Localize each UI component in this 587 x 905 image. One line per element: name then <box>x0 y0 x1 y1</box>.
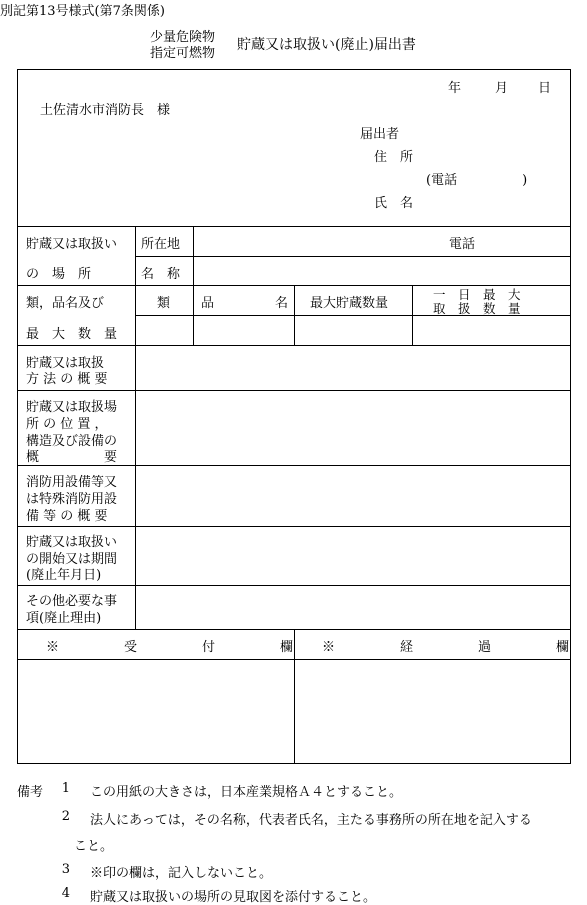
notes-heading: 備考 <box>17 785 44 800</box>
note-text: ※印の欄は，記入しないこと。 <box>90 866 273 881</box>
note-text: 法人にあっては，その名称，代表者氏名，主たる事務所の所在地を記入する <box>90 813 532 828</box>
document-title: 貯蔵又は取扱い(廃止)届出書 <box>237 37 416 53</box>
facility-label-1: 貯蔵又は取扱場 <box>26 400 118 415</box>
method-label-1: 貯蔵又は取扱 <box>26 356 105 371</box>
address-field-label: 所在地 <box>141 237 181 252</box>
note-number: 2 <box>61 809 70 824</box>
reception-column-header: ※ 受 付 欄 <box>46 640 294 655</box>
note-text: 貯蔵又は取扱いの場所の見取図を添付すること。 <box>90 890 377 905</box>
progress-column-header: ※ 経 過 欄 <box>322 640 570 655</box>
col-max-quantity: 最大貯蔵数量 <box>310 296 389 311</box>
period-label-1: 貯蔵又は取扱い <box>26 535 118 550</box>
address-label: 住 所 <box>374 150 414 165</box>
fire-label-2: は特殊消防用設 <box>26 492 118 507</box>
location-label-2: の 場 所 <box>26 267 92 282</box>
date-year-label: 年 <box>448 81 462 96</box>
note-number: 1 <box>61 781 70 796</box>
category-label-1: 類，品名及び <box>26 296 105 311</box>
form-number: 別記第13号様式(第7条関係) <box>0 4 165 19</box>
facility-label-4: 概 要 <box>26 450 118 465</box>
col-class: 類 <box>157 296 171 311</box>
note-number: 3 <box>61 862 70 877</box>
location-label-1: 貯蔵又は取扱い <box>26 237 118 252</box>
col-item-a: 品 <box>201 296 215 311</box>
method-label-2: 方 法 の 概 要 <box>26 372 108 387</box>
col-daily-1: 一 日 最 大 <box>433 287 521 302</box>
category-label-2: 最 大 数 量 <box>26 327 118 342</box>
note-text-continued: こと。 <box>74 839 114 854</box>
period-label-2: の開始又は期間 <box>26 552 118 567</box>
note-number: 4 <box>61 886 70 901</box>
date-month-label: 月 <box>495 81 509 96</box>
fire-label-3: 備 等 の 概 要 <box>26 509 108 524</box>
category-line-2: 指定可燃物 <box>150 46 216 61</box>
category-line-1: 少量危険物 <box>150 30 216 45</box>
other-label-1: その他必要な事 <box>26 594 118 609</box>
col-item-b: 名 <box>275 296 289 311</box>
name-label: 氏 名 <box>374 196 414 211</box>
phone-label: (電話 ) <box>426 173 528 188</box>
other-label-2: 項(廃止理由) <box>26 611 102 626</box>
notifier-label: 届出者 <box>360 127 400 142</box>
facility-label-2: 所 の 位 置 ， <box>26 417 108 432</box>
col-daily-2: 取 扱 数 量 <box>433 301 521 316</box>
phone-field-label: 電話 <box>449 237 476 252</box>
addressee: 土佐清水市消防長 様 <box>40 103 171 118</box>
date-day-label: 日 <box>538 81 552 96</box>
facility-name-label: 名 称 <box>141 267 181 282</box>
period-label-3: (廃止年月日) <box>26 568 102 583</box>
note-text: この用紙の大きさは，日本産業規格Ａ４とすること。 <box>90 785 403 800</box>
fire-label-1: 消防用設備等又 <box>26 475 118 490</box>
facility-label-3: 構造及び設備の <box>26 434 118 449</box>
